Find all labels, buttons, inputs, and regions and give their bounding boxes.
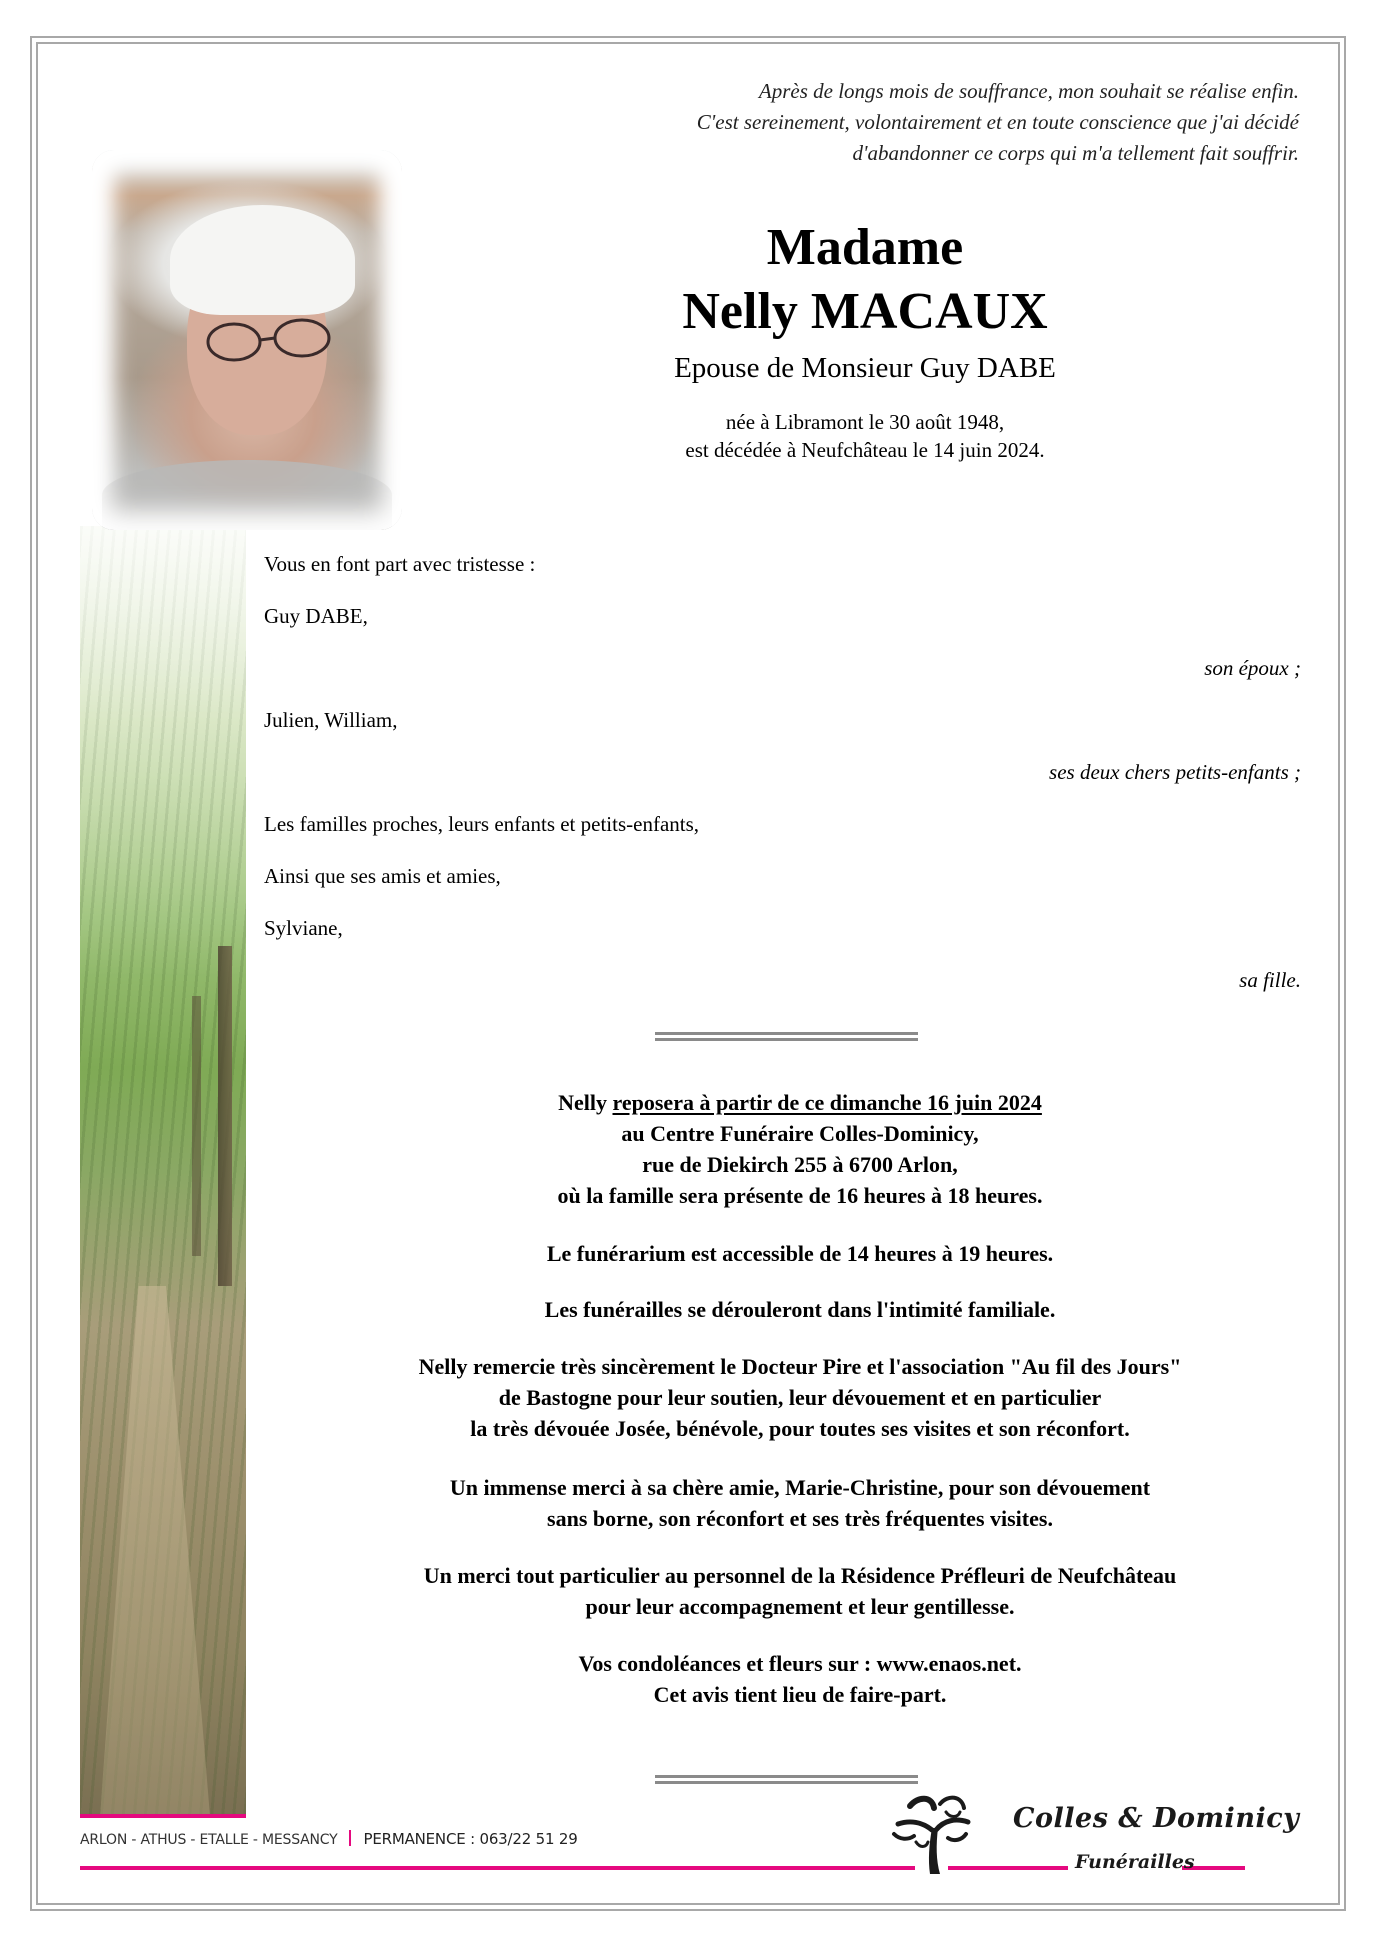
thanks-line: sans borne, son réconfort et ses très fréquentes visites. — [547, 1506, 1053, 1531]
family-member: Guy DABE, — [264, 604, 368, 628]
thanks-block-3 — [250, 1560, 1350, 1622]
quote-line: Après de longs mois de souffrance, mon souhait se réalise enfin. — [758, 79, 1299, 103]
quote-line: d'abandonner ce corps qui m'a tellement fait souffrir. — [852, 141, 1299, 165]
family-member: Ainsi que ses amis et amies, — [264, 864, 501, 888]
spouse-line: Epouse de Monsieur Guy DABE — [674, 352, 1056, 384]
birth-line: née à Libramont le 30 août 1948, — [725, 410, 1005, 434]
thanks-line: Un merci tout particulier au personnel de la Résidence Préfleuri de Neufchâteau — [423, 1563, 1177, 1588]
family-member: Les familles proches, leurs enfants et petits-enfants, — [264, 812, 700, 836]
thanks-line: pour leur accompagnement et leur gentillesse. — [585, 1594, 1015, 1619]
visitation-line: rue de Diekirch 255 à 6700 Arlon, — [642, 1152, 958, 1177]
forest-path-image — [80, 526, 246, 1816]
family-relation: son époux ; — [1204, 656, 1301, 680]
visitation-date: reposera à partir de ce dimanche 16 juin 2024 — [612, 1090, 1042, 1115]
forest-path — [100, 1286, 210, 1816]
quote-line: C'est sereinement, volontairement et en toute conscience que j'ai décidé — [696, 110, 1299, 134]
family-relation: ses deux chers petits-enfants ; — [1049, 760, 1301, 784]
section-divider — [655, 1032, 918, 1041]
funeral-notice: Les funérailles se dérouleront dans l'intimité familiale. — [544, 1297, 1056, 1322]
footer-locations: ARLON - ATHUS - ETALLE - MESSANCY — [80, 1832, 338, 1848]
condolences-block — [250, 1648, 1350, 1710]
forest-accent-line — [80, 1814, 246, 1818]
footer-contact — [80, 1830, 578, 1848]
visitation-block — [250, 1087, 1350, 1211]
section-divider — [655, 1775, 918, 1784]
brand-subtitle: Funérailles — [1075, 1851, 1195, 1873]
family-member: Julien, William, — [264, 708, 398, 732]
footer-divider — [349, 1830, 351, 1846]
visitation-line — [250, 1087, 1350, 1118]
portrait-vignette — [92, 150, 402, 530]
footer-permanence: PERMANENCE : 063/22 51 29 — [363, 1830, 578, 1848]
thanks-line: de Bastogne pour leur soutien, leur dévouement et en particulier — [498, 1385, 1102, 1410]
condolences-line[interactable]: Vos condoléances et fleurs sur : www.enaos.net. — [578, 1651, 1022, 1676]
thanks-block-2 — [250, 1472, 1350, 1534]
deceased-name: Nelly MACAUX — [682, 283, 1048, 340]
thanks-block-1 — [250, 1351, 1350, 1444]
portrait-photo — [92, 150, 402, 530]
family-intro: Vous en font part avec tristesse : — [264, 552, 536, 576]
thanks-line: la très dévouée Josée, bénévole, pour toutes ses visites et son réconfort. — [470, 1416, 1130, 1441]
tree-trunk — [218, 946, 232, 1286]
opening-quote — [499, 76, 1299, 169]
thanks-line: Un immense merci à sa chère amie, Marie-Christine, pour son dévouement — [449, 1475, 1151, 1500]
brand-name: Colles & Dominicy — [1013, 1803, 1300, 1834]
death-line: est décédée à Neufchâteau le 14 juin 2024. — [685, 438, 1045, 462]
title-honorific: Madame — [766, 219, 964, 276]
tree-icon — [888, 1790, 978, 1875]
notice-line: Cet avis tient lieu de faire-part. — [653, 1682, 947, 1707]
visitation-line: au Centre Funéraire Colles-Dominicy, — [621, 1121, 979, 1146]
family-relation: sa fille. — [1239, 968, 1301, 992]
visitation-line: où la famille sera présente de 16 heures à 18 heures. — [557, 1183, 1043, 1208]
tree-trunk — [192, 996, 201, 1256]
funerarium-hours: Le funérarium est accessible de 14 heures à 19 heures. — [546, 1241, 1054, 1266]
family-member: Sylviane, — [264, 916, 343, 940]
footer-accent-line — [80, 1866, 915, 1870]
visitation-prefix: Nelly — [558, 1090, 613, 1115]
thanks-line: Nelly remercie très sincèrement le Docteur Pire et l'association "Au fil des Jours" — [418, 1354, 1182, 1379]
